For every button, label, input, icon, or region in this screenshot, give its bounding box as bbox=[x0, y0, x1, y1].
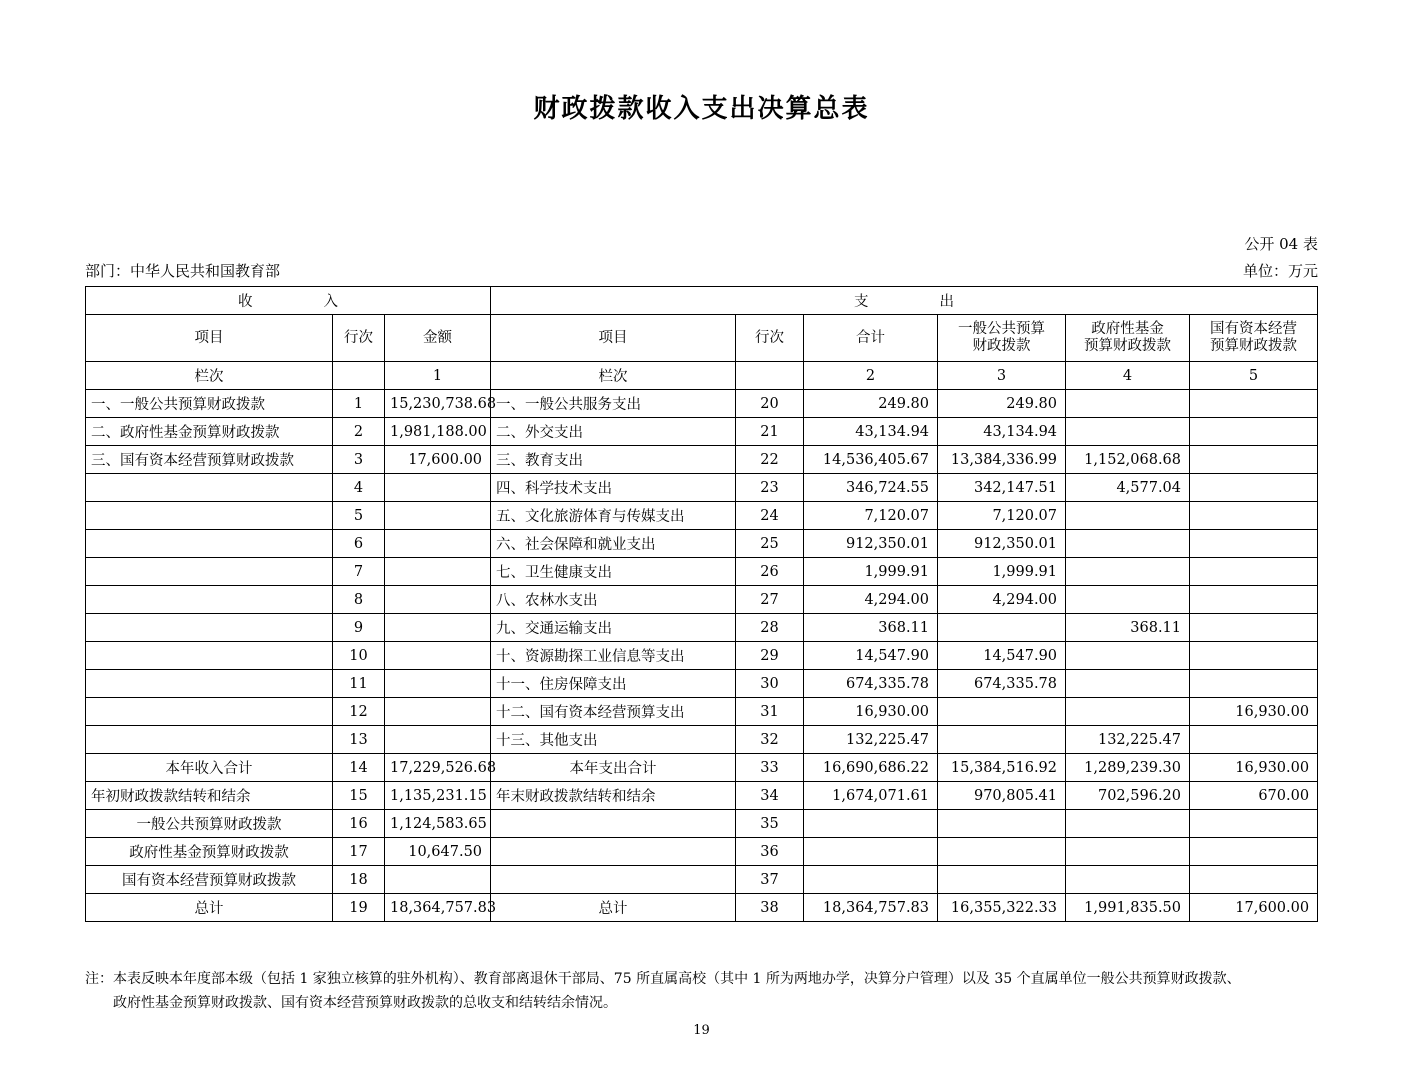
cell-income-amount bbox=[385, 474, 491, 502]
cell-expense-gov-fund bbox=[1066, 698, 1190, 726]
cell-income-amount bbox=[385, 670, 491, 698]
cell-income-item bbox=[86, 502, 333, 530]
cell-expense-total: 346,724.55 bbox=[804, 474, 938, 502]
cell-expense-total: 14,536,405.67 bbox=[804, 446, 938, 474]
cell-expense-general-public: 43,134.94 bbox=[938, 418, 1066, 446]
cell-expense-item: 一、一般公共服务支出 bbox=[491, 390, 736, 418]
table-column-header-row bbox=[86, 315, 1318, 362]
cell-expense-item: 本年支出合计 bbox=[491, 754, 736, 782]
table-row bbox=[86, 474, 1318, 502]
cell-expense-item: 十一、住房保障支出 bbox=[491, 670, 736, 698]
table-row bbox=[86, 670, 1318, 698]
table-group-header-row bbox=[86, 287, 1318, 315]
cell-income-lineno: 17 bbox=[333, 838, 385, 866]
col-number-1: 1 bbox=[385, 362, 491, 390]
cell-income-lineno: 11 bbox=[333, 670, 385, 698]
cell-expense-lineno: 20 bbox=[736, 390, 804, 418]
cell-expense-state-capital: 670.00 bbox=[1190, 782, 1318, 810]
cell-expense-lineno: 30 bbox=[736, 670, 804, 698]
cell-income-lineno: 15 bbox=[333, 782, 385, 810]
cell-expense-state-capital bbox=[1190, 390, 1318, 418]
cell-expense-general-public: 14,547.90 bbox=[938, 642, 1066, 670]
cell-income-amount bbox=[385, 614, 491, 642]
cell-expense-lineno: 33 bbox=[736, 754, 804, 782]
col-number-2: 2 bbox=[804, 362, 938, 390]
note-line-1: 注：本表反映本年度部本级（包括 1 家独立核算的驻外机构）、教育部离退休干部局、75 所直属高校（其中 1 所为两地办学，决算分户管理）以及 35 个直属单位一般公共预算财政拨款、 bbox=[85, 971, 1241, 987]
col-number-3: 3 bbox=[938, 362, 1066, 390]
header-income-item: 项目 bbox=[86, 315, 333, 362]
cell-income-amount: 17,229,526.68 bbox=[385, 754, 491, 782]
header-expense-lineno: 行次 bbox=[736, 315, 804, 362]
cell-income-lineno: 10 bbox=[333, 642, 385, 670]
cell-expense-state-capital bbox=[1190, 810, 1318, 838]
cell-expense-lineno: 26 bbox=[736, 558, 804, 586]
cell-expense-item: 七、卫生健康支出 bbox=[491, 558, 736, 586]
cell-income-item: 一、一般公共预算财政拨款 bbox=[86, 390, 333, 418]
cell-expense-total: 14,547.90 bbox=[804, 642, 938, 670]
cell-expense-total: 674,335.78 bbox=[804, 670, 938, 698]
cell-expense-general-public bbox=[938, 866, 1066, 894]
cell-expense-item: 十、资源勘探工业信息等支出 bbox=[491, 642, 736, 670]
cell-expense-lineno: 23 bbox=[736, 474, 804, 502]
cell-expense-general-public: 342,147.51 bbox=[938, 474, 1066, 502]
cell-expense-general-public: 7,120.07 bbox=[938, 502, 1066, 530]
cell-income-amount bbox=[385, 530, 491, 558]
cell-expense-item bbox=[491, 866, 736, 894]
table-row bbox=[86, 418, 1318, 446]
cell-expense-total: 18,364,757.83 bbox=[804, 894, 938, 922]
cell-expense-total: 4,294.00 bbox=[804, 586, 938, 614]
col-number-5: 5 bbox=[1190, 362, 1318, 390]
cell-income-item bbox=[86, 586, 333, 614]
document-page bbox=[0, 88, 1403, 1080]
cell-income-item: 年初财政拨款结转和结余 bbox=[86, 782, 333, 810]
cell-expense-gov-fund: 1,152,068.68 bbox=[1066, 446, 1190, 474]
table-summary-row bbox=[86, 782, 1318, 810]
cell-income-amount bbox=[385, 586, 491, 614]
cell-income-amount: 17,600.00 bbox=[385, 446, 491, 474]
cell-expense-gov-fund bbox=[1066, 670, 1190, 698]
form-code: 公开 04 表 bbox=[1244, 235, 1318, 253]
cell-expense-item bbox=[491, 838, 736, 866]
cell-expense-state-capital bbox=[1190, 558, 1318, 586]
cell-income-lineno: 1 bbox=[333, 390, 385, 418]
page-title: 财政拨款收入支出决算总表 bbox=[533, 94, 870, 124]
col-empty-income-lineno bbox=[333, 362, 385, 390]
cell-expense-general-public bbox=[938, 810, 1066, 838]
col-label-expense: 栏次 bbox=[491, 362, 736, 390]
cell-expense-gov-fund: 4,577.04 bbox=[1066, 474, 1190, 502]
table-row bbox=[86, 390, 1318, 418]
cell-expense-item: 年末财政拨款结转和结余 bbox=[491, 782, 736, 810]
cell-expense-general-public bbox=[938, 726, 1066, 754]
cell-expense-item: 九、交通运输支出 bbox=[491, 614, 736, 642]
meta-row bbox=[85, 260, 1318, 281]
cell-income-lineno: 5 bbox=[333, 502, 385, 530]
cell-expense-lineno: 29 bbox=[736, 642, 804, 670]
cell-expense-total: 368.11 bbox=[804, 614, 938, 642]
cell-expense-gov-fund: 1,289,239.30 bbox=[1066, 754, 1190, 782]
cell-expense-gov-fund: 132,225.47 bbox=[1066, 726, 1190, 754]
cell-income-item bbox=[86, 558, 333, 586]
cell-expense-general-public: 249.80 bbox=[938, 390, 1066, 418]
col-empty-expense-lineno bbox=[736, 362, 804, 390]
table-row bbox=[86, 530, 1318, 558]
cell-expense-lineno: 38 bbox=[736, 894, 804, 922]
cell-expense-lineno: 21 bbox=[736, 418, 804, 446]
cell-income-amount: 10,647.50 bbox=[385, 838, 491, 866]
cell-expense-item: 五、文化旅游体育与传媒支出 bbox=[491, 502, 736, 530]
header-expense-total: 合计 bbox=[804, 315, 938, 362]
cell-income-item bbox=[86, 474, 333, 502]
cell-expense-general-public: 13,384,336.99 bbox=[938, 446, 1066, 474]
cell-expense-gov-fund bbox=[1066, 502, 1190, 530]
cell-expense-lineno: 24 bbox=[736, 502, 804, 530]
cell-expense-general-public bbox=[938, 838, 1066, 866]
cell-expense-state-capital: 17,600.00 bbox=[1190, 894, 1318, 922]
table-summary-row bbox=[86, 894, 1318, 922]
table-row bbox=[86, 642, 1318, 670]
cell-expense-gov-fund: 1,991,835.50 bbox=[1066, 894, 1190, 922]
cell-income-item bbox=[86, 530, 333, 558]
cell-income-amount bbox=[385, 726, 491, 754]
note-line-2: 政府性基金预算财政拨款、国有资本经营预算财政拨款的总收支和结转结余情况。 bbox=[113, 994, 617, 1011]
header-expense-item: 项目 bbox=[491, 315, 736, 362]
cell-income-item: 三、国有资本经营预算财政拨款 bbox=[86, 446, 333, 474]
cell-expense-lineno: 25 bbox=[736, 530, 804, 558]
cell-income-item: 国有资本经营预算财政拨款 bbox=[86, 866, 333, 894]
cell-income-lineno: 4 bbox=[333, 474, 385, 502]
cell-income-lineno: 14 bbox=[333, 754, 385, 782]
cell-expense-lineno: 27 bbox=[736, 586, 804, 614]
cell-expense-item bbox=[491, 810, 736, 838]
cell-expense-state-capital bbox=[1190, 614, 1318, 642]
cell-expense-general-public: 674,335.78 bbox=[938, 670, 1066, 698]
cell-expense-state-capital bbox=[1190, 726, 1318, 754]
cell-expense-gov-fund bbox=[1066, 838, 1190, 866]
cell-expense-total bbox=[804, 866, 938, 894]
cell-expense-lineno: 22 bbox=[736, 446, 804, 474]
cell-income-lineno: 2 bbox=[333, 418, 385, 446]
cell-income-item: 一般公共预算财政拨款 bbox=[86, 810, 333, 838]
cell-income-item bbox=[86, 726, 333, 754]
cell-expense-state-capital bbox=[1190, 642, 1318, 670]
page-number: 19 bbox=[693, 1023, 710, 1038]
cell-expense-item: 二、外交支出 bbox=[491, 418, 736, 446]
cell-expense-lineno: 31 bbox=[736, 698, 804, 726]
table-summary-row bbox=[86, 838, 1318, 866]
header-general-public-budget: 一般公共预算 财政拨款 bbox=[938, 315, 1066, 362]
cell-expense-general-public: 15,384,516.92 bbox=[938, 754, 1066, 782]
cell-expense-total bbox=[804, 838, 938, 866]
cell-income-lineno: 9 bbox=[333, 614, 385, 642]
cell-expense-total: 16,690,686.22 bbox=[804, 754, 938, 782]
cell-expense-general-public: 970,805.41 bbox=[938, 782, 1066, 810]
cell-income-amount bbox=[385, 866, 491, 894]
cell-expense-total: 249.80 bbox=[804, 390, 938, 418]
cell-income-item: 本年收入合计 bbox=[86, 754, 333, 782]
cell-income-lineno: 7 bbox=[333, 558, 385, 586]
table-row bbox=[86, 502, 1318, 530]
cell-expense-lineno: 32 bbox=[736, 726, 804, 754]
table-row bbox=[86, 558, 1318, 586]
cell-expense-general-public: 912,350.01 bbox=[938, 530, 1066, 558]
cell-expense-item: 三、教育支出 bbox=[491, 446, 736, 474]
cell-expense-gov-fund: 702,596.20 bbox=[1066, 782, 1190, 810]
cell-expense-item: 十二、国有资本经营预算支出 bbox=[491, 698, 736, 726]
cell-expense-total: 16,930.00 bbox=[804, 698, 938, 726]
cell-expense-item: 十三、其他支出 bbox=[491, 726, 736, 754]
cell-expense-state-capital: 16,930.00 bbox=[1190, 698, 1318, 726]
cell-expense-total: 1,674,071.61 bbox=[804, 782, 938, 810]
table-row bbox=[86, 614, 1318, 642]
cell-expense-state-capital bbox=[1190, 502, 1318, 530]
cell-income-item bbox=[86, 670, 333, 698]
cell-income-item bbox=[86, 614, 333, 642]
cell-expense-item: 六、社会保障和就业支出 bbox=[491, 530, 736, 558]
cell-expense-lineno: 36 bbox=[736, 838, 804, 866]
header-gov-fund-budget: 政府性基金 预算财政拨款 bbox=[1066, 315, 1190, 362]
table-summary-row bbox=[86, 810, 1318, 838]
cell-expense-gov-fund bbox=[1066, 558, 1190, 586]
cell-income-amount: 1,124,583.65 bbox=[385, 810, 491, 838]
cell-expense-item: 八、农林水支出 bbox=[491, 586, 736, 614]
department-label: 部门：中华人民共和国教育部 bbox=[85, 262, 281, 280]
cell-income-lineno: 13 bbox=[333, 726, 385, 754]
table-summary-row bbox=[86, 754, 1318, 782]
cell-income-item bbox=[86, 698, 333, 726]
cell-expense-lineno: 34 bbox=[736, 782, 804, 810]
cell-income-amount bbox=[385, 558, 491, 586]
table-row bbox=[86, 586, 1318, 614]
header-state-capital-budget: 国有资本经营 预算财政拨款 bbox=[1190, 315, 1318, 362]
cell-income-amount bbox=[385, 642, 491, 670]
table-summary-row bbox=[86, 866, 1318, 894]
cell-income-amount: 15,230,738.68 bbox=[385, 390, 491, 418]
header-income-amount: 金额 bbox=[385, 315, 491, 362]
cell-expense-gov-fund bbox=[1066, 642, 1190, 670]
cell-income-lineno: 6 bbox=[333, 530, 385, 558]
cell-expense-gov-fund bbox=[1066, 390, 1190, 418]
budget-table bbox=[85, 286, 1318, 922]
cell-expense-item: 总计 bbox=[491, 894, 736, 922]
cell-expense-gov-fund bbox=[1066, 418, 1190, 446]
cell-expense-general-public bbox=[938, 698, 1066, 726]
cell-expense-state-capital bbox=[1190, 866, 1318, 894]
cell-expense-gov-fund bbox=[1066, 810, 1190, 838]
col-number-4: 4 bbox=[1066, 362, 1190, 390]
cell-expense-gov-fund: 368.11 bbox=[1066, 614, 1190, 642]
cell-expense-state-capital bbox=[1190, 838, 1318, 866]
cell-income-amount bbox=[385, 698, 491, 726]
cell-expense-state-capital bbox=[1190, 418, 1318, 446]
table-row bbox=[86, 698, 1318, 726]
table-column-number-row bbox=[86, 362, 1318, 390]
table-row bbox=[86, 446, 1318, 474]
header-income-lineno: 行次 bbox=[333, 315, 385, 362]
cell-income-amount: 1,981,188.00 bbox=[385, 418, 491, 446]
cell-income-lineno: 16 bbox=[333, 810, 385, 838]
cell-expense-gov-fund bbox=[1066, 530, 1190, 558]
cell-income-item: 政府性基金预算财政拨款 bbox=[86, 838, 333, 866]
cell-expense-lineno: 28 bbox=[736, 614, 804, 642]
cell-income-amount: 18,364,757.83 bbox=[385, 894, 491, 922]
cell-expense-item: 四、科学技术支出 bbox=[491, 474, 736, 502]
cell-expense-total bbox=[804, 810, 938, 838]
cell-expense-gov-fund bbox=[1066, 866, 1190, 894]
cell-expense-total: 132,225.47 bbox=[804, 726, 938, 754]
cell-expense-general-public: 4,294.00 bbox=[938, 586, 1066, 614]
cell-expense-lineno: 35 bbox=[736, 810, 804, 838]
cell-expense-total: 912,350.01 bbox=[804, 530, 938, 558]
cell-expense-gov-fund bbox=[1066, 586, 1190, 614]
cell-expense-general-public: 16,355,322.33 bbox=[938, 894, 1066, 922]
unit-label: 单位：万元 bbox=[1242, 262, 1318, 280]
cell-income-amount bbox=[385, 502, 491, 530]
cell-expense-state-capital bbox=[1190, 446, 1318, 474]
cell-income-lineno: 8 bbox=[333, 586, 385, 614]
cell-expense-state-capital bbox=[1190, 586, 1318, 614]
cell-expense-lineno: 37 bbox=[736, 866, 804, 894]
cell-expense-state-capital bbox=[1190, 530, 1318, 558]
cell-expense-state-capital bbox=[1190, 670, 1318, 698]
cell-income-lineno: 12 bbox=[333, 698, 385, 726]
table-row bbox=[86, 726, 1318, 754]
cell-expense-total: 1,999.91 bbox=[804, 558, 938, 586]
cell-income-item: 总计 bbox=[86, 894, 333, 922]
cell-expense-general-public bbox=[938, 614, 1066, 642]
cell-expense-general-public: 1,999.91 bbox=[938, 558, 1066, 586]
cell-income-item bbox=[86, 642, 333, 670]
cell-income-lineno: 18 bbox=[333, 866, 385, 894]
cell-expense-total: 43,134.94 bbox=[804, 418, 938, 446]
cell-expense-state-capital bbox=[1190, 474, 1318, 502]
group-header-income: 收 入 bbox=[86, 287, 491, 315]
cell-income-lineno: 3 bbox=[333, 446, 385, 474]
cell-expense-state-capital: 16,930.00 bbox=[1190, 754, 1318, 782]
cell-income-amount: 1,135,231.15 bbox=[385, 782, 491, 810]
cell-income-item: 二、政府性基金预算财政拨款 bbox=[86, 418, 333, 446]
col-label-income: 栏次 bbox=[86, 362, 333, 390]
group-header-expense: 支 出 bbox=[491, 287, 1318, 315]
cell-expense-total: 7,120.07 bbox=[804, 502, 938, 530]
cell-income-lineno: 19 bbox=[333, 894, 385, 922]
